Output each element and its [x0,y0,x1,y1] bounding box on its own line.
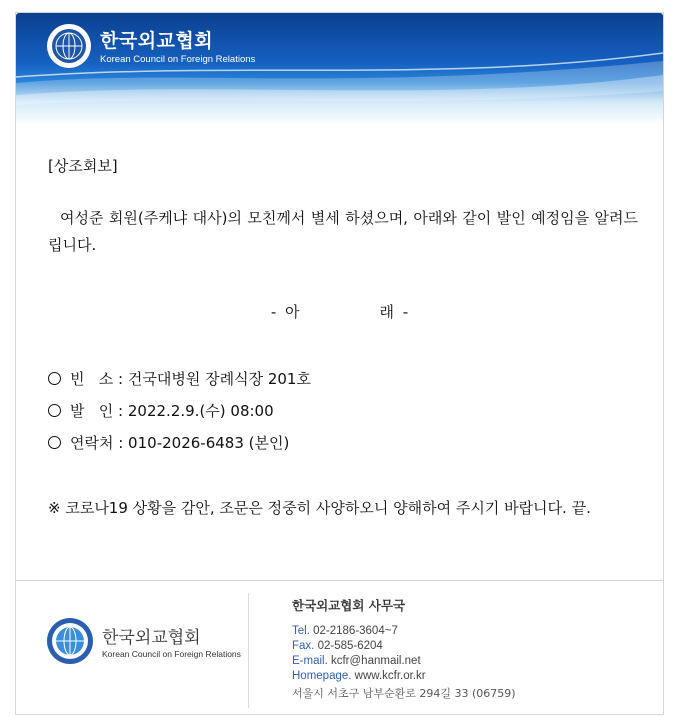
notice-heading: [상조회보] [48,157,118,175]
detail-text: 발 인 : 2022.2.9.(수) 08:00 [70,402,274,420]
divider-right: 래 - [379,303,409,321]
detail-text: 빈 소 : 건국대병원 장례식장 201호 [70,370,311,388]
homepage-label: Homepage. [292,670,352,682]
org-title-english: Korean Council on Foreign Relations [100,54,256,65]
footer-org-korean: 한국외교협회 [102,628,201,648]
footer-org-english: Korean Council on Foreign Relations [102,649,241,659]
closing-notice: ※ 코로나19 상황을 감안, 조문은 정중히 사양하오니 양해하여 주시기 바랍니다. 끝. [48,499,591,517]
detail-text: 연락처 : 010-2026-6483 (본인) [70,434,290,452]
notice-paragraph: 여성준 회원(주케냐 대사)의 모친께서 별세 하셨으며, 아래와 같이 발인 예정임을 알려드립니다. [48,209,638,254]
detail-contact [48,432,289,453]
footer-divider [16,580,663,581]
homepage-line [292,670,426,682]
email-line [292,655,421,667]
divider-left: - 아 [270,303,300,321]
email-link[interactable]: kcfr@hanmail.net [330,655,421,667]
detail-binso [48,368,311,389]
org-title-korean: 한국외교협회 [100,30,214,52]
circle-bullet-icon [48,372,61,385]
email-label: E-mail. [292,655,328,667]
tel-value: 02-2186-3604~7 [313,625,398,637]
circle-bullet-icon [48,436,61,449]
header-banner [16,13,663,125]
footer-vertical-divider [248,593,249,708]
kcfr-logo-emblem [46,23,92,69]
fax-label: Fax. [292,640,315,652]
office-name: 한국외교협회 사무국 [292,598,406,613]
homepage-link[interactable]: www.kcfr.or.kr [354,670,426,682]
email-frame [15,12,664,715]
circle-bullet-icon [48,404,61,417]
footer-logo-emblem [46,617,94,665]
fax-line [292,640,383,652]
fax-value: 02-585-6204 [317,640,383,652]
tel-line [292,625,398,637]
tel-label: Tel. [292,625,310,637]
detail-balin [48,400,274,421]
section-divider-heading [16,299,663,326]
address: 서울시 서초구 남부순환로 294길 33 (06759) [292,687,516,700]
